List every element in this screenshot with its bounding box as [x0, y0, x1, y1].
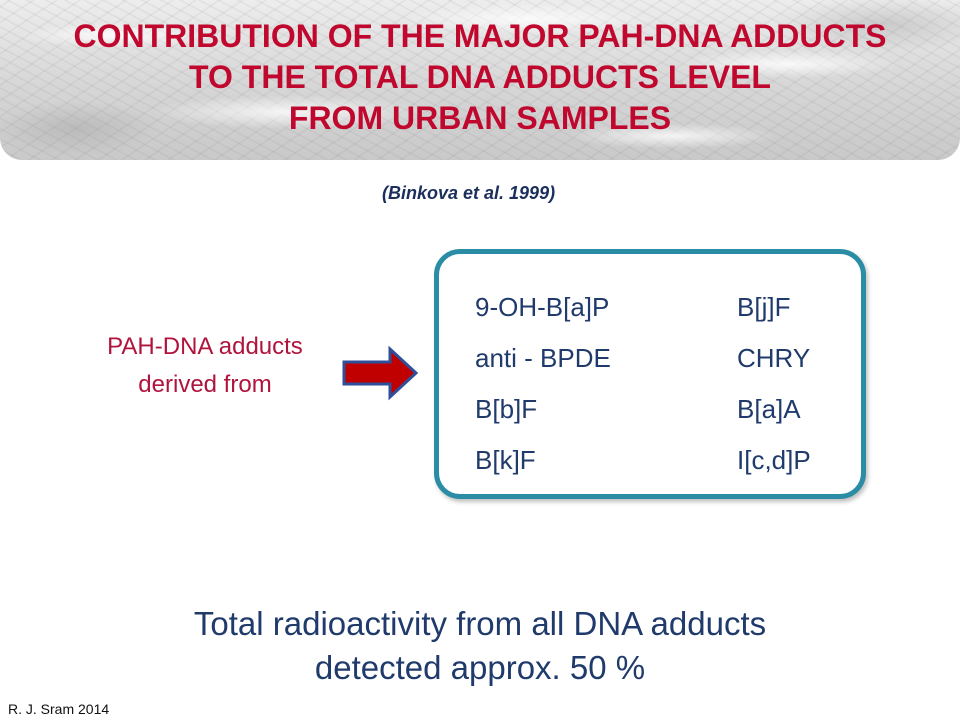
- adduct-item: CHRY: [737, 343, 811, 373]
- adduct-item: B[j]F: [737, 292, 791, 322]
- slide-title: [0, 16, 960, 139]
- author-credit: R. J. Sram 2014: [8, 701, 110, 717]
- summary-text: [110, 602, 850, 690]
- source-line-2: derived from: [138, 371, 272, 398]
- summary-line-2: detected approx. 50 %: [314, 649, 646, 686]
- adduct-item: anti - BPDE: [475, 343, 611, 373]
- source-line-1: PAH-DNA adducts: [107, 333, 303, 360]
- adduct-column-left: [475, 282, 611, 486]
- adduct-item: 9-OH-B[a]P: [475, 292, 610, 322]
- right-arrow-icon: [340, 345, 420, 401]
- adduct-item: B[k]F: [475, 445, 536, 475]
- adduct-list-box: [434, 249, 866, 499]
- adduct-item: B[b]F: [475, 394, 538, 424]
- adduct-item: B[a]A: [737, 394, 801, 424]
- summary-line-1: Total radioactivity from all DNA adducts: [193, 605, 767, 642]
- adduct-column-right: [737, 282, 811, 486]
- adduct-item: I[c,d]P: [737, 445, 811, 475]
- title-line-2: TO THE TOTAL DNA ADDUCTS LEVEL: [189, 59, 771, 95]
- title-line-1: CONTRIBUTION OF THE MAJOR PAH-DNA ADDUCTS: [73, 18, 887, 54]
- citation: (Binkova et al. 1999): [382, 183, 556, 203]
- title-line-3: FROM URBAN SAMPLES: [288, 100, 672, 136]
- source-label: [60, 328, 350, 404]
